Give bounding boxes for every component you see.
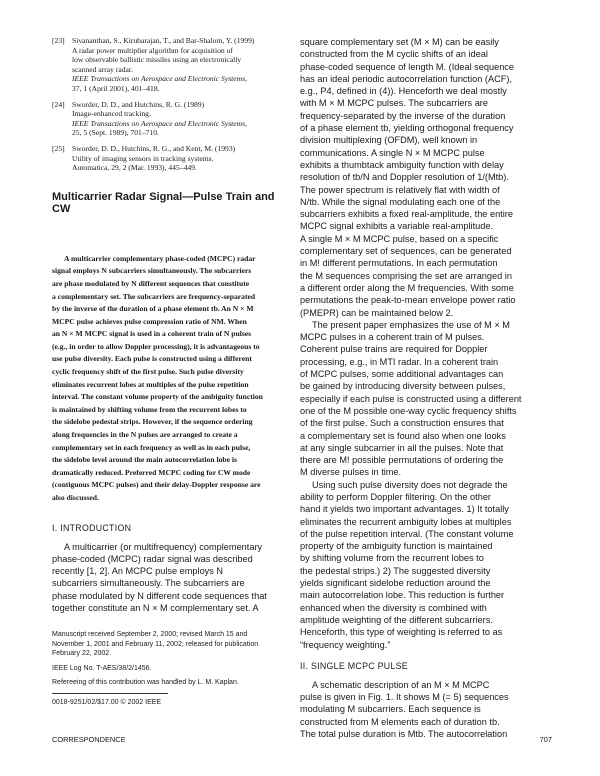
text-line: subcarriers exhibits a fixed real-amplitude, the entire [300,209,513,220]
text-line: the M sequences comprising the set are arranged in [300,270,512,281]
text-line: division multiplexing (OFDM), well known in [300,135,478,146]
copyright-line: 0018-9251/02/$17.00 © 2002 IEEE [52,699,162,707]
text-line: signal employs N subcarriers simultaneously. The subcarriers [52,266,252,276]
text-line: The present paper emphasizes the use of M × M [312,319,510,330]
text-line: especially if each pulse is constructed using a different [300,393,522,404]
text-line: The total pulse duration is Mtb. The autocorrelation [300,729,508,740]
text-line: a different order along the M frequencies. With some [300,282,514,293]
text-line: of the first pulse. Such a construction ensures that [300,418,504,429]
text-line: at any single subcarrier in all the pulses. Note that [300,442,504,453]
text-line: recently [1, 2]. An MCPC pulse employs N [52,566,224,577]
text-line: complementary set of sequences, can be generated [300,246,512,257]
text-line: the sidelobe level around the main autocorrelation lobe is [52,455,237,465]
right-column [300,36,552,740]
text-line: subcarriers simultaneously. The subcarriers are [52,578,245,589]
text-line: has an ideal periodic autocorrelation function (ACF), [300,73,512,84]
footnote-log: IEEE Log No. T-AES/38/2/1456. [52,664,152,672]
text-line: pulse is given in Fig. 1. It shows M (= 5) sequences [300,692,509,703]
text-line: A multicarrier (or multifrequency) complementary [64,541,263,552]
text-line: along frequencies in the N pulses are arranged to create a [52,430,238,440]
text-line: of MCPC pulses, some additional advantages can [300,369,504,380]
footnotes [52,630,280,707]
section-heading-single-mcpc: II. SINGLE MCPC PULSE [300,660,408,671]
text-line: amplitude weighting of the different subcarriers. [300,614,493,625]
text-line: Henceforth, this type of weighting is referred to as [300,627,503,638]
text-line: of a phase element tb, yielding orthogonal frequency [300,123,514,134]
article-title: Multicarrier Radar Signal—Pulse Train and CW [52,190,275,215]
text-line: Using such pulse diversity does not degrade the [312,479,508,490]
text-line: enhanced when the diversity is combined with [300,602,487,613]
text-line: is maintained by shifting volume from the recurrent lobes to [52,404,247,414]
footnote-refereeing: Refereeing of this contribution was handled by L. M. Kaplan. [52,679,239,686]
introduction-text [52,541,280,615]
text-line: constructed from M elements each of duration tb. [300,716,500,727]
text-line: (PMEPR) can be maintained below 2. [300,307,454,318]
text-line: main autocorrelation lobe. This reduction is further [300,590,505,601]
text-line: constructed from the M cyclic shifts of an ideal [300,49,488,60]
text-line: cyclic frequency shift of the first pulse. Such pulse diversity [52,367,244,377]
text-line: ability to perform Doppler filtering. On the other [300,491,491,502]
text-line: be gained by introducing diversity between pulses, [300,381,506,392]
text-line: (e.g., in order to allow Doppler processing), it is advantageous to [52,341,260,351]
footnote-divider [52,693,168,694]
text-line: N/tb. While the signal modulating each one of the [300,196,501,207]
text-line: yields significant sidelobe reduction around the [300,578,491,589]
right-column-text [300,36,552,651]
text-line: property of the ambiguity function is maintained [300,541,493,552]
text-line: are phase modulated by N different sequences that constitute [52,278,250,288]
text-line: hand it yields two important advantages. 1) It totally [300,504,509,515]
text-line: Coherent pulse trains are required for Doppler [300,344,488,355]
text-line: processing, e.g., in MTI radar. In a coherent train [300,356,499,367]
reference-list [52,36,280,173]
text-line: one of the M possible one-way cyclic frequency shifts [300,405,517,416]
text-line: interval. The constant volume property of the ambiguity function [52,392,263,402]
text-line: exhibits a thumbtack ambiguity function with delay [300,159,504,170]
text-line: of the pulse repetition interval. (The constant volume [300,528,514,539]
text-line: complementary set in each frequency as well as in each pulse, [52,442,251,452]
footnote-received: Manuscript received September 2, 2000; revised March 15 and November 1, 2001 and February 11, 2002; released for publication February 22, 2002. [52,631,259,658]
text-line: A multicarrier complementary phase-coded (MCPC) radar [64,253,256,263]
text-line: phase-coded (MCPC) radar signal was described [52,553,253,564]
page-number: 707 [539,735,552,744]
text-line: M diverse pulses in time. [300,467,402,478]
reference-item: [25] Sworder, D. D., Hutchins, R. G., and Kent, M. (1993) Utility of imaging sensors in tracking systems. Automatica, 29, 2 (Mar. 1993), 445–449. [52,143,236,173]
text-line: A single M × M MCPC pulse, based on a specific [300,233,499,244]
text-line: MCPC pulse achieves pulse compression ratio of NM. When [52,316,247,326]
text-line: a complementary set is found also when one looks [300,430,506,441]
page-footer [52,735,552,744]
text-line: there are M! possible permutations of ordering the [300,455,504,466]
text-line: dramatically reduced. Preferred MCPC coding for CW mode [52,467,251,477]
text-line: e.g., P4, defined in (4)). Henceforth we deal mostly [300,86,507,97]
text-line: the pedestal strips.) 2) The suggested diversity [300,565,491,576]
section2-text [300,679,552,740]
text-line: communications. A single N × M MCPC pulse [300,147,485,158]
text-line: A schematic description of an M × M MCPC [312,679,490,690]
text-line: also discussed. [52,493,99,502]
text-line: resolution of tb/N and Doppler resolution of 1/(Mtb). [300,172,509,183]
text-line: frequency-separated by the inverse of the duration [300,110,506,121]
section-heading-introduction: I. INTRODUCTION [52,522,132,533]
text-line: phase-coded sequence of length M. (Ideal sequence [300,61,515,72]
text-line: phase modulated by N different code sequences that [52,590,267,601]
text-line: together constitute an N × M complementary set. A [52,603,259,614]
text-line: MCPC pulses in a coherent train of M pulses. [300,332,485,343]
text-line: eliminates the recurrent ambiguity lobes at multiples [300,516,512,527]
footer-section-label: CORRESPONDENCE [52,735,126,744]
text-line: eliminates recurrent lobes at multiples of the pulse repetition [52,379,249,389]
text-line: MCPC signal exhibits a variable real-amplitude. [300,221,494,232]
text-line: a complementary set. The subcarriers are frequency-separated [52,291,256,301]
text-line: square complementary set (M × M) can be easily [300,37,499,47]
text-line: use pulse diversity. Each pulse is constructed using a different [52,354,252,364]
abstract [52,253,280,505]
text-line: permutations the peak-to-mean envelope power ratio [300,295,516,306]
text-line: (contiguous MCPC pulses) and their delay-Doppler response are [52,480,261,490]
text-line: modulating M subcarriers. Each sequence is [300,704,481,715]
text-line: the sidelobe pedestal strips. However, if the sequence ordering [52,417,253,427]
text-line: “frequency weighting.” [300,639,391,650]
text-line: by the inverse of the duration of a phase element tb. An N × M [52,304,254,314]
reference-item: [23] Sivananthan, S., Kirubarajan, T., and Bar-Shalom, Y. (1999) A radar power multiplier algorithm for acquisition of low observable ballistic missiles using an electronically scanned array radar. IEEE Transactions on Aerospace and Electronic Systems, 37, 1 (April 2001), 401–418. [52,36,255,93]
reference-item: [24] Sworder, D. D., and Hutchins, R. G. (1989) Image-enhanced tracking. IEEE Transactions on Aerospace and Electronic Systems, 25, 5 (Sept. 1989), 701–710. [52,99,247,138]
text-line: The power spectrum is relatively flat with width of [300,184,500,195]
text-line: an N × M MCPC signal is used in a coherent train of N pulses [52,329,252,339]
text-line: in M! different permutations. In each permutation [300,258,498,269]
left-column [52,36,280,708]
text-line: with M × M MCPC pulses. The subcarriers are [300,98,488,109]
text-line: by shifting volume from the recurrent lobes to [300,553,484,564]
